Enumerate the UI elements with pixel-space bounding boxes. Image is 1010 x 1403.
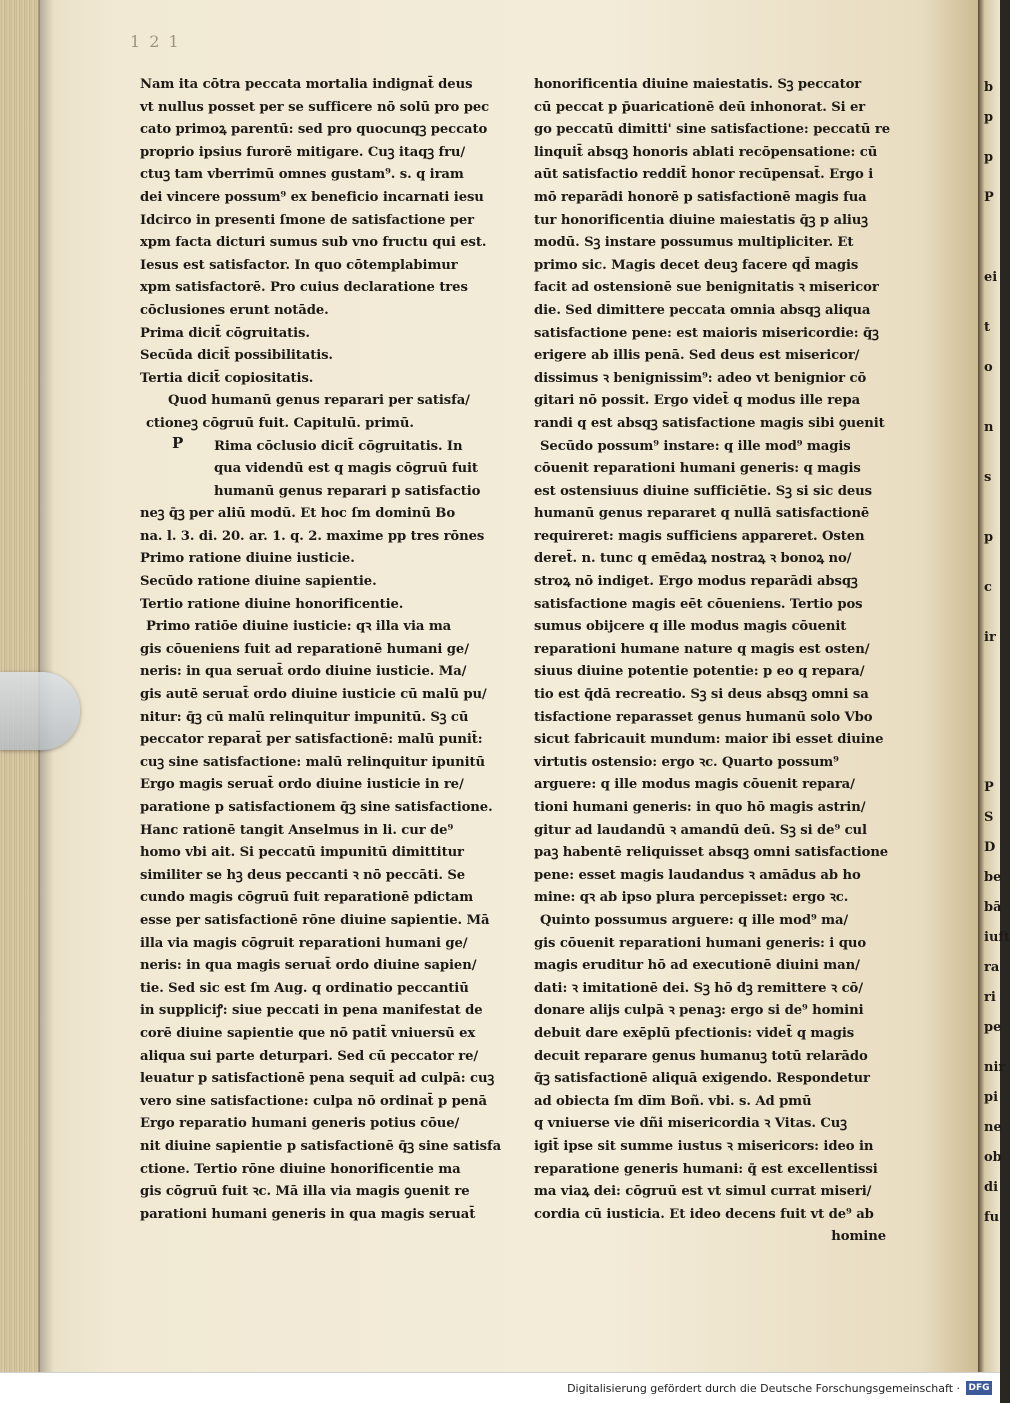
text-line: satisfactione magis eēt cōueniens. Tertio pos — [534, 596, 863, 612]
facing-text-fragment: di — [984, 1180, 999, 1195]
text-line: die. Sed dimittere peccata omnia absqꝫ aliqua — [534, 302, 871, 318]
text-line: honorificentia diuine maiestatis. Sꝫ peccator — [534, 77, 862, 92]
text-line: gis cōuenit reparationi humani generis: i quo — [534, 935, 867, 951]
text-line: arguere: q ille modus magis cōuenit repara/ — [534, 777, 855, 793]
text-line: ctuꝫ tam vberrimū omnes gustam⁹. s. q iram — [140, 167, 464, 183]
text-line: q̄ꝫ satisfactionē aliquā exigendo. Respondetur — [534, 1071, 870, 1087]
facing-page-edge — [978, 0, 1010, 1372]
facing-text-fragment: P — [984, 190, 994, 205]
text-line: gis autē seruat̄ ordo diuine iusticie cū malū pu/ — [140, 687, 487, 703]
facing-text-fragment: n — [984, 420, 994, 435]
text-line: proprio ipsius furorē mitigare. Cuꝫ itaqꝫ fru/ — [140, 144, 466, 160]
text-line: ctioneꝫ cōgruū fuit. Capitulū. primū. — [146, 415, 414, 431]
text-line: Hanc rationē tangit Anselmus in li. cur de⁹ — [140, 822, 454, 838]
text-line: cōclusiones erunt notāde. — [140, 302, 329, 318]
text-line: Quinto possumus arguere: q ille mod⁹ ma/ — [540, 912, 849, 928]
text-line: nit diuine sapientie p satisfactionē q̄ꝫ sine satisfa — [140, 1138, 502, 1154]
footer-bar — [0, 1372, 1000, 1403]
facing-text-fragment: ei — [984, 270, 998, 285]
text-line: Ergo reparatio humani generis potius cōue/ — [140, 1116, 460, 1132]
facing-text-fragment: p — [984, 110, 994, 125]
text-line: Primo ratione diuine iusticie. — [140, 551, 355, 567]
text-line: xpm satisfactorē. Pro cuius declaratione tres — [140, 280, 468, 296]
facing-text-fragment: pe — [984, 1020, 1002, 1035]
text-line: reparatione generis humani: q̄ est excellentissi — [534, 1161, 878, 1177]
text-line: neris: in qua magis seruat̄ ordo diuine sapien/ — [140, 958, 477, 974]
text-line: deret̄. n. tunc q emēdaꝝ nostraꝝ ꝛ bonoꝝ no/ — [534, 551, 852, 567]
text-line: humanū genus repararet q nullā satisfactionē — [534, 506, 870, 522]
text-line: pene: esset magis laudandus ꝛ amādus ab ho — [534, 867, 861, 883]
rubric-initial: P — [172, 434, 184, 452]
text-line: requireret: magis sufficiens appareret. Osten — [534, 528, 865, 544]
text-line: nitur: q̄ꝫ cū malū relinquitur impunitū. Sꝫ cū — [140, 709, 469, 725]
text-line: paratione p satisfactionem q̄ꝫ sine satisfactione. — [140, 800, 493, 815]
text-line: ctione. Tertio rōne diuine honorificentie ma — [140, 1161, 461, 1177]
text-line: dati: ꝛ imitationē dei. Sꝫ hō dꝫ remittere ꝛ cō/ — [534, 980, 863, 996]
text-line: cundo magis cōgruū fuit reparationē pdictam — [140, 890, 474, 906]
text-line: igit̄ ipse sit summe iustus ꝛ misericors: ideo in — [534, 1138, 874, 1154]
facing-text-fragment: b — [984, 80, 994, 95]
text-line: ma viaꝝ dei: cōgruū est vt simul currat miseri/ — [534, 1184, 872, 1200]
text-line: sicut fabricauit mundum: maior ibi esset diuine — [534, 732, 884, 748]
text-line: Idcirco in presenti ſmone de satisfactione per — [140, 212, 474, 228]
text-line: mine: qꝛ ab ipso plura percepisset: ergo ꝛc. — [534, 890, 849, 906]
facing-text-fragment: ri — [984, 990, 996, 1005]
text-line: qua videndū est q magis cōgruū fuit — [214, 461, 478, 477]
text-line: leuatur p satisfactionē pena sequit̄ ad culpā: cuꝫ — [140, 1071, 495, 1087]
text-line: cuꝫ sine satisfactione: malū relinquitur ipunitū — [140, 754, 485, 770]
text-line: similiter se hꝫ deus peccanti ꝛ nō peccāti. Se — [140, 867, 466, 883]
text-line: homine — [831, 1229, 886, 1245]
text-line: modū. Sꝫ instare possumus multipliciter. Et — [534, 235, 854, 251]
facing-text-fragment: c — [984, 580, 992, 595]
text-line: na. l. 3. di. 20. ar. 1. q. 2. maxime pp tres rōnes — [140, 528, 485, 544]
text-line: donare alijs culpā ꝛ penaꝫ: ergo si de⁹ homini — [534, 1003, 864, 1019]
text-line: facit ad ostensionē sue benignitatis ꝛ misericor — [534, 280, 879, 296]
text-line: cū peccat p p̄uaricationē deū inhonorat. Si er — [534, 99, 866, 115]
text-line: gitur ad laudandū ꝛ amandū deū. Sꝫ si de⁹ cul — [534, 822, 867, 838]
text-line: satisfactione pene: est maioris misericordie: q̄ꝫ — [534, 325, 879, 341]
text-line: xpm facta dicturi sumus sub vno fructu qui est. — [140, 235, 487, 251]
text-line: corē diuine sapientie que nō patit̄ vniuersū ex — [140, 1025, 476, 1041]
text-line: ad obiecta ſm dīm Boñ. vbi. s. Ad pmū — [534, 1093, 812, 1109]
text-line: illa via magis cōgruit reparationi humani ge/ — [140, 935, 468, 951]
text-line: in suppliciꝭ: siue peccati in pena manifestat de — [140, 1003, 483, 1019]
text-line: esse per satisfactionē rōne diuine sapientie. Mā — [140, 912, 490, 928]
text-line: cordia cū iusticia. Et ideo decens fuit vt de⁹ ab — [534, 1206, 874, 1222]
text-line: Primo ratiōe diuine iusticie: qꝛ illa via ma — [146, 619, 452, 635]
text-line: tio est q̄dā recreatio. Sꝫ si deus absqꝫ omni sa — [534, 687, 869, 703]
facing-text-fragment: s — [984, 470, 992, 485]
text-line: est ostensiuus diuine sufficiētie. Sꝫ si sic deus — [534, 483, 872, 499]
text-line: gitari nō possit. Ergo videt̄ q modus ille repa — [534, 393, 861, 409]
text-line: vt nullus posset per se sufficere nō solū pro pec — [140, 99, 490, 115]
text-line: Secūda dicit̄ possibilitatis. — [140, 348, 333, 364]
text-line: gis cōgruū fuit ꝛc. Mā illa via magis ꝯuenit re — [140, 1184, 470, 1200]
facing-text-fragment: o — [984, 360, 993, 375]
dfg-logo: DFG — [966, 1381, 992, 1395]
text-line: vero sine satisfactione: culpa nō ordinat̄ p penā — [140, 1093, 487, 1109]
text-line: aūt satisfactio reddit̄ honor recūpensat̄. Ergo i — [534, 167, 874, 183]
text-line: tioni humani generis: in quo hō magis astrin/ — [534, 800, 866, 815]
folio-number: 1 2 1 — [130, 32, 181, 51]
text-line: Tertio ratione diuine honorificentie. — [140, 596, 404, 612]
text-line: Ergo magis seruat̄ ordo diuine iusticie in re/ — [140, 777, 464, 793]
text-line: tie. Sed sic est ſm Aug. q ordinatio peccantiū — [140, 980, 469, 996]
text-line: Prima dicit̄ cōgruitatis. — [140, 325, 310, 341]
facing-text-fragment: ne — [984, 1120, 1002, 1135]
text-line: Secūdo possum⁹ instare: q ille mod⁹ magis — [540, 438, 851, 454]
facing-text-fragment: fu — [984, 1210, 1000, 1225]
facing-text-fragment: t — [984, 320, 991, 335]
footer-credit: Digitalisierung gefördert durch die Deutsche Forschungsgemeinschaft · — [567, 1382, 960, 1395]
text-line: sumus obijcere q ille modus magis cōuenit — [534, 619, 847, 635]
text-line: primo sic. Magis decet deuꝫ facere qd̄ magis — [534, 257, 859, 273]
text-line: neꝫ q̄ꝫ per aliū modū. Et hoc ſm dominū Bo — [140, 506, 456, 522]
text-line: randi q est absqꝫ satisfactione magis sibi ꝯuenit — [534, 415, 885, 431]
facing-text-fragment: S — [984, 810, 994, 825]
text-line: humanū genus reparari p satisfactio — [214, 483, 481, 499]
text-line: dei vincere possum⁹ ex beneficio incarnati iesu — [140, 189, 484, 205]
text-line: tisfactione reparasset genus humanū solo Vbo — [534, 709, 873, 725]
facing-text-fragment: pi — [984, 1090, 999, 1105]
text-line: q vniuerse vie dñi misericordia ꝛ Vitas. Cuꝫ — [534, 1116, 847, 1132]
text-line: paꝫ habentē reliquisset absqꝫ omni satisfactione — [534, 845, 889, 861]
text-line: peccator reparat̄ per satisfactionē: malū punit̄: — [140, 732, 483, 748]
page-clamp — [0, 672, 80, 750]
facing-text-fragment: nir — [984, 1060, 1006, 1075]
facing-text-fragment: bā — [984, 900, 1002, 915]
text-line: Iesus est satisfactor. In quo cōtemplabimur — [140, 257, 458, 273]
text-line: siuus diuine potentie potentie: p eo q repara/ — [534, 664, 865, 680]
facing-text-fragment: p — [984, 150, 994, 165]
right-text-column — [534, 74, 926, 1249]
text-line: aliqua sui parte deturpari. Sed cū peccator re/ — [140, 1048, 479, 1064]
text-line: Nam ita cōtra peccata mortalia indignat̄ deus — [140, 77, 473, 92]
facing-text-fragment: P — [984, 780, 994, 795]
text-line: Tertia dicit̄ copiositatis. — [140, 370, 314, 386]
text-line: magis eruditur hō ad executionē diuini man/ — [534, 958, 860, 974]
text-line: dissimus ꝛ benignissim⁹: adeo vt benignior cō — [534, 370, 867, 386]
left-text-column — [140, 74, 520, 1226]
facing-text-fragment: p — [984, 530, 994, 545]
facing-text-fragment: ir — [984, 630, 996, 645]
text-line: tur honorificentia diuine maiestatis q̄ꝫ p aliuꝫ — [534, 212, 868, 228]
facing-text-fragment: be — [984, 870, 1002, 885]
facing-text-fragment: ra — [984, 960, 1000, 975]
facing-text-fragment: D — [984, 840, 996, 855]
text-line: Secūdo ratione diuine sapientie. — [140, 574, 377, 590]
text-line: cato primoꝝ parentū: sed pro quocunqꝫ peccato — [140, 122, 488, 138]
text-line: go peccatū dimitti' sine satisfactione: peccatū re — [534, 122, 891, 138]
text-line: neris: in qua seruat̄ ordo diuine iusticie. Ma/ — [140, 664, 467, 680]
text-line: erigere ab illis penā. Sed deus est misericor/ — [534, 348, 860, 364]
facing-text-fragment: iuft — [984, 930, 1010, 945]
text-line: reparationi humane nature q magis est osten/ — [534, 641, 870, 657]
text-line: homo vbi ait. Si peccatū impunitū dimittitur — [140, 845, 464, 861]
text-line: mō reparādi honorē p satisfactionē magis fua — [534, 189, 867, 205]
facing-text-fragment: ob — [984, 1150, 1002, 1165]
text-line: debuit dare exēplū pfectionis: videt̄ q magis — [534, 1025, 855, 1041]
text-line: Rima cōclusio dicit̄ cōgruitatis. In — [214, 438, 463, 454]
text-line: gis cōueniens fuit ad reparationē humani ge/ — [140, 641, 469, 657]
text-line: stroꝝ nō indiget. Ergo modus reparādi absqꝫ — [534, 574, 858, 590]
text-line: Quod humanū genus reparari per satisfa/ — [168, 393, 470, 409]
text-line: virtutis ostensio: ergo ꝛc. Quarto possum⁹ — [534, 754, 839, 770]
text-line: linquit̄ absqꝫ honoris ablati recōpensatione: cū — [534, 144, 878, 160]
text-line: decuit reparare genus humanuꝫ totū relarādo — [534, 1048, 868, 1064]
text-line: cōuenit reparationi humani generis: q magis — [534, 461, 861, 477]
text-line: parationi humani generis in qua magis seruat̄ — [140, 1206, 476, 1222]
